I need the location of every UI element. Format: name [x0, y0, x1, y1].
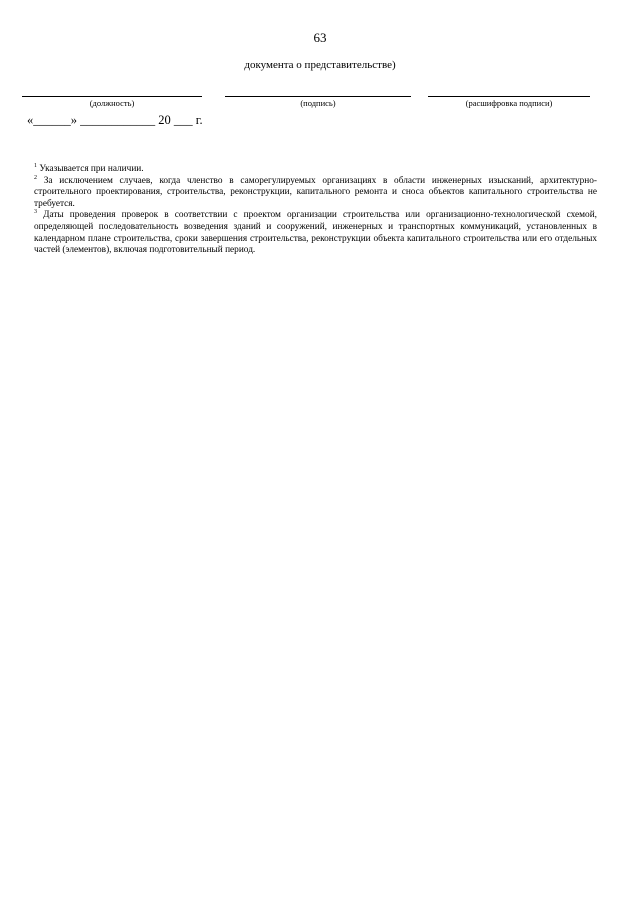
position-line — [22, 96, 202, 97]
decipher-field — [428, 96, 590, 108]
position-caption: (должность) — [89, 98, 135, 108]
signature-field — [225, 96, 411, 108]
footnote-text: Указывается при наличии. — [39, 164, 144, 174]
page-number: 63 — [313, 30, 327, 45]
date-line: «______» ____________ 20 ___ г. — [27, 113, 203, 127]
decipher-caption: (расшифровка подписи) — [465, 98, 553, 108]
footnote-2 — [34, 176, 597, 211]
position-field — [22, 96, 202, 108]
signature-line — [225, 96, 411, 97]
footnote-mark: 3 — [34, 209, 37, 216]
footnote-mark: 2 — [34, 174, 37, 181]
footnotes — [34, 164, 597, 257]
decipher-line — [428, 96, 590, 97]
footnote-1 — [34, 164, 597, 176]
footnote-3 — [34, 210, 597, 256]
document-fragment-text: документа о представительстве) — [244, 59, 396, 71]
footnote-text: Даты проведения проверок в соответствии с проектом организации строительства или организационно-технологической схемой, определяющей последовательность возведения зданий и сооружений, инженерных и транспортных коммуникаций, установленных в календарном плане строительства, сроки завершения строительства, реконструкции объекта капитального строительства или его отдельных частей (элементов), включая подготовительный период. — [34, 210, 597, 256]
footnote-mark: 1 — [34, 162, 37, 169]
footnote-text: За исключением случаев, когда членство в саморегулируемых организациях в области инженерных изысканий, архитектурно-строительного проектирования, строительства, реконструкции, капитального ремонта и сноса объектов капитального строительства не требуется. — [34, 175, 597, 209]
signature-caption: (подпись) — [300, 98, 336, 108]
